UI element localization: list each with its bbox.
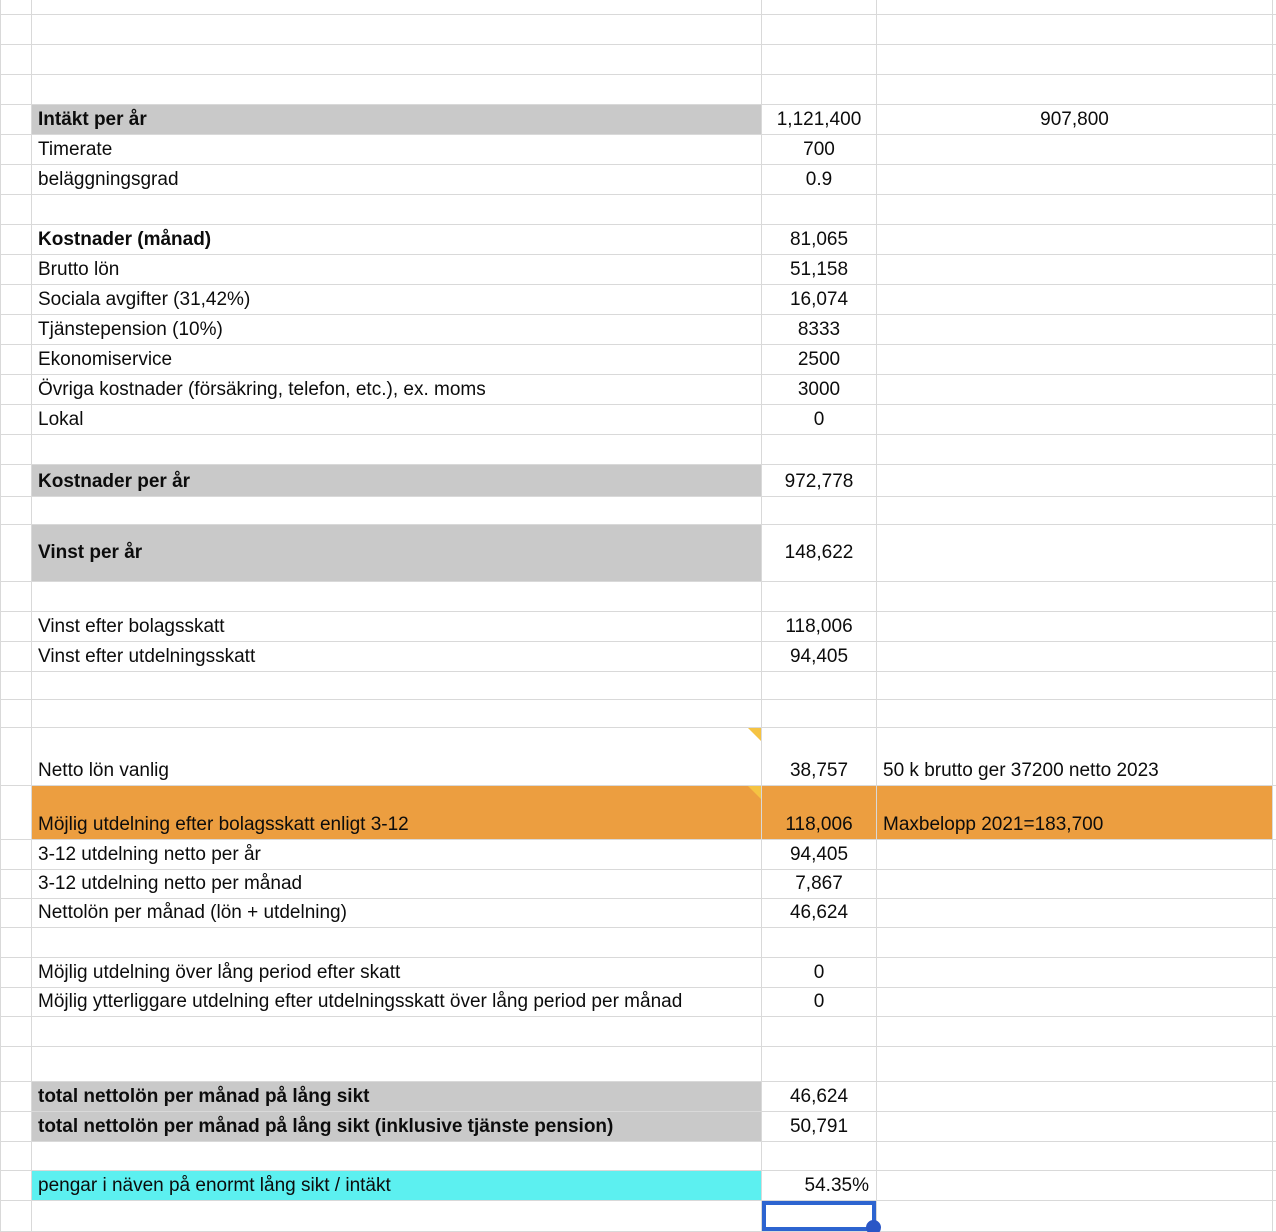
note-cell[interactable] — [877, 958, 1273, 988]
value-cell[interactable]: 94,405 — [762, 840, 877, 870]
row-head-cell[interactable] — [0, 465, 32, 497]
note-cell[interactable] — [877, 497, 1273, 525]
sheet-row — [0, 195, 1276, 225]
row-head-cell[interactable] — [0, 1047, 32, 1082]
row-head-cell[interactable] — [0, 870, 32, 899]
note-cell[interactable] — [877, 1142, 1273, 1171]
label-cell[interactable] — [32, 75, 762, 105]
label-cell[interactable]: Övriga kostnader (försäkring, telefon, etc.), ex. moms — [32, 375, 762, 405]
sheet-row — [0, 899, 1276, 928]
note-cell[interactable] — [877, 899, 1273, 928]
value-cell[interactable]: 46,624 — [762, 899, 877, 928]
label-cell[interactable] — [32, 672, 762, 700]
label-cell[interactable]: Ekonomiservice — [32, 345, 762, 375]
sheet-row — [0, 345, 1276, 375]
value-cell[interactable]: 7,867 — [762, 870, 877, 899]
row-head-cell[interactable] — [0, 435, 32, 465]
note-cell[interactable] — [877, 1017, 1273, 1047]
row-head-cell[interactable] — [0, 0, 32, 15]
value-cell[interactable]: 16,074 — [762, 285, 877, 315]
label-cell[interactable]: total nettolön per månad på lång sikt — [32, 1082, 762, 1112]
note-cell[interactable] — [877, 285, 1273, 315]
label-cell[interactable] — [32, 435, 762, 465]
label-cell[interactable] — [32, 700, 762, 728]
sheet-row — [0, 840, 1276, 870]
note-cell[interactable] — [877, 612, 1273, 642]
value-cell[interactable]: 0 — [762, 958, 877, 988]
value-cell[interactable] — [762, 195, 877, 225]
row-head-cell[interactable] — [0, 75, 32, 105]
note-cell[interactable] — [877, 642, 1273, 672]
note-cell[interactable] — [877, 700, 1273, 728]
note-cell[interactable] — [877, 225, 1273, 255]
value-cell[interactable] — [762, 497, 877, 525]
row-head-cell[interactable] — [0, 1082, 32, 1112]
row-head-cell[interactable] — [0, 15, 32, 45]
note-cell[interactable] — [877, 75, 1273, 105]
sheet-row — [0, 672, 1276, 700]
sheet-row — [0, 1112, 1276, 1142]
value-cell[interactable] — [762, 1142, 877, 1171]
label-cell[interactable] — [32, 1047, 762, 1082]
row-head-cell[interactable] — [0, 1112, 32, 1142]
sheet-row — [0, 105, 1276, 135]
sheet-row — [0, 728, 1276, 786]
value-cell[interactable] — [762, 435, 877, 465]
label-cell[interactable]: Möjlig utdelning över lång period efter skatt — [32, 958, 762, 988]
label-cell[interactable]: beläggningsgrad — [32, 165, 762, 195]
value-cell[interactable] — [762, 0, 877, 15]
note-cell[interactable] — [877, 1047, 1273, 1082]
row-head-cell[interactable] — [0, 105, 32, 135]
note-cell[interactable] — [877, 1082, 1273, 1112]
label-cell[interactable]: Kostnader per år — [32, 465, 762, 497]
label-cell[interactable] — [32, 582, 762, 612]
label-cell[interactable]: Lokal — [32, 405, 762, 435]
row-head-cell[interactable] — [0, 642, 32, 672]
sheet-row — [0, 700, 1276, 728]
note-cell[interactable] — [877, 870, 1273, 899]
note-cell[interactable] — [877, 435, 1273, 465]
value-cell[interactable]: 94,405 — [762, 642, 877, 672]
value-cell[interactable] — [762, 582, 877, 612]
note-cell[interactable] — [877, 1112, 1273, 1142]
sheet-row — [0, 1082, 1276, 1112]
value-cell[interactable]: 118,006 — [762, 786, 877, 840]
value-cell[interactable]: 54.35% — [762, 1171, 877, 1201]
sheet-row — [0, 958, 1276, 988]
label-cell[interactable] — [32, 1142, 762, 1171]
row-head-cell[interactable] — [0, 728, 32, 786]
value-cell[interactable]: 1,121,400 — [762, 105, 877, 135]
row-head-cell[interactable] — [0, 1201, 32, 1232]
row-head-cell[interactable] — [0, 928, 32, 958]
label-cell[interactable]: Tjänstepension (10%) — [32, 315, 762, 345]
label-cell[interactable]: Möjlig ytterliggare utdelning efter utdelningsskatt över lång period per månad — [32, 988, 762, 1017]
row-head-cell[interactable] — [0, 497, 32, 525]
sheet-row — [0, 582, 1276, 612]
label-cell[interactable] — [32, 1201, 762, 1232]
value-cell[interactable]: 46,624 — [762, 1082, 877, 1112]
sheet-row — [0, 870, 1276, 899]
value-cell[interactable]: 81,065 — [762, 225, 877, 255]
sheet-row — [0, 405, 1276, 435]
sheet-row — [0, 1142, 1276, 1171]
value-cell[interactable]: 8333 — [762, 315, 877, 345]
note-cell[interactable] — [877, 465, 1273, 497]
row-head-cell[interactable] — [0, 958, 32, 988]
value-cell[interactable]: 972,778 — [762, 465, 877, 497]
value-cell[interactable]: 0 — [762, 988, 877, 1017]
note-cell[interactable] — [877, 582, 1273, 612]
row-head-cell[interactable] — [0, 840, 32, 870]
sheet-row — [0, 1017, 1276, 1047]
value-cell[interactable]: 3000 — [762, 375, 877, 405]
label-cell[interactable] — [32, 497, 762, 525]
note-cell[interactable] — [877, 135, 1273, 165]
label-cell[interactable]: pengar i näven på enormt lång sikt / intäkt — [32, 1171, 762, 1201]
value-cell[interactable] — [762, 928, 877, 958]
row-head-cell[interactable] — [0, 315, 32, 345]
value-cell[interactable] — [762, 700, 877, 728]
sheet-row — [0, 315, 1276, 345]
row-head-cell[interactable] — [0, 1017, 32, 1047]
sheet-row — [0, 225, 1276, 255]
row-head-cell[interactable] — [0, 988, 32, 1017]
label-cell[interactable]: Brutto lön — [32, 255, 762, 285]
value-cell[interactable]: 0.9 — [762, 165, 877, 195]
row-head-cell[interactable] — [0, 375, 32, 405]
row-head-cell[interactable] — [0, 225, 32, 255]
value-cell[interactable] — [762, 15, 877, 45]
label-cell[interactable] — [32, 45, 762, 75]
row-head-cell[interactable] — [0, 135, 32, 165]
row-head-cell[interactable] — [0, 1171, 32, 1201]
note-cell[interactable] — [877, 195, 1273, 225]
selected-cell[interactable] — [762, 1201, 877, 1232]
note-cell[interactable] — [877, 45, 1273, 75]
row-head-cell[interactable] — [0, 45, 32, 75]
sheet-row — [0, 135, 1276, 165]
value-cell[interactable] — [762, 45, 877, 75]
row-head-cell[interactable] — [0, 672, 32, 700]
comment-marker-icon — [748, 786, 761, 799]
note-cell[interactable] — [877, 165, 1273, 195]
value-cell[interactable]: 51,158 — [762, 255, 877, 285]
label-cell[interactable] — [32, 195, 762, 225]
note-cell[interactable]: 50 k brutto ger 37200 netto 2023 — [877, 728, 1273, 786]
sheet-row — [0, 285, 1276, 315]
label-cell[interactable]: 3-12 utdelning netto per år — [32, 840, 762, 870]
row-head-cell[interactable] — [0, 612, 32, 642]
sheet-row — [0, 75, 1276, 105]
label-cell[interactable]: Sociala avgifter (31,42%) — [32, 285, 762, 315]
note-cell[interactable] — [877, 0, 1273, 15]
value-cell[interactable]: 2500 — [762, 345, 877, 375]
row-head-cell[interactable] — [0, 786, 32, 840]
note-cell[interactable] — [877, 255, 1273, 285]
sheet-row — [0, 0, 1276, 15]
sheet-row — [0, 375, 1276, 405]
label-cell[interactable] — [32, 928, 762, 958]
row-head-cell[interactable] — [0, 700, 32, 728]
note-cell[interactable] — [877, 525, 1273, 582]
sheet-row — [0, 1201, 1276, 1232]
value-cell[interactable] — [762, 1017, 877, 1047]
note-cell[interactable]: 907,800 — [877, 105, 1273, 135]
sheet-row — [0, 497, 1276, 525]
note-cell[interactable]: Maxbelopp 2021=183,700 — [877, 786, 1273, 840]
value-cell[interactable]: 118,006 — [762, 612, 877, 642]
comment-marker-icon — [748, 728, 761, 741]
label-cell[interactable]: Intäkt per år — [32, 105, 762, 135]
label-cell[interactable]: Nettolön per månad (lön + utdelning) — [32, 899, 762, 928]
row-head-cell[interactable] — [0, 255, 32, 285]
value-cell[interactable] — [762, 1047, 877, 1082]
row-head-cell[interactable] — [0, 582, 32, 612]
note-cell[interactable] — [877, 1201, 1273, 1232]
row-head-cell[interactable] — [0, 345, 32, 375]
sheet-row — [0, 1047, 1276, 1082]
sheet-row — [0, 45, 1276, 75]
row-head-cell[interactable] — [0, 1142, 32, 1171]
sheet-row — [0, 465, 1276, 497]
label-cell[interactable]: total nettolön per månad på lång sikt (inklusive tjänste pension) — [32, 1112, 762, 1142]
label-cell[interactable] — [32, 15, 762, 45]
note-cell[interactable] — [877, 988, 1273, 1017]
label-cell[interactable]: 3-12 utdelning netto per månad — [32, 870, 762, 899]
label-cell[interactable]: Netto lön vanlig — [32, 728, 762, 786]
note-cell[interactable] — [877, 315, 1273, 345]
row-head-cell[interactable] — [0, 165, 32, 195]
note-cell[interactable] — [877, 928, 1273, 958]
note-cell[interactable] — [877, 15, 1273, 45]
row-head-cell[interactable] — [0, 405, 32, 435]
value-cell[interactable]: 700 — [762, 135, 877, 165]
label-cell[interactable] — [32, 1017, 762, 1047]
label-cell[interactable]: Möjlig utdelning efter bolagsskatt enligt 3-12 — [32, 786, 762, 840]
selection-fill-handle[interactable] — [866, 1220, 881, 1232]
value-cell[interactable]: 0 — [762, 405, 877, 435]
label-cell[interactable] — [32, 0, 762, 15]
value-cell[interactable]: 38,757 — [762, 728, 877, 786]
label-cell[interactable]: Timerate — [32, 135, 762, 165]
sheet-row — [0, 525, 1276, 582]
row-head-cell[interactable] — [0, 195, 32, 225]
value-cell[interactable] — [762, 672, 877, 700]
sheet-row — [0, 15, 1276, 45]
sheet-row — [0, 165, 1276, 195]
label-cell[interactable]: Vinst efter bolagsskatt — [32, 612, 762, 642]
value-cell[interactable]: 148,622 — [762, 525, 877, 582]
note-cell[interactable] — [877, 840, 1273, 870]
row-head-cell[interactable] — [0, 285, 32, 315]
sheet-row — [0, 435, 1276, 465]
note-cell[interactable] — [877, 375, 1273, 405]
label-cell[interactable]: Vinst per år — [32, 525, 762, 582]
label-cell[interactable]: Vinst efter utdelningsskatt — [32, 642, 762, 672]
value-cell[interactable] — [762, 75, 877, 105]
note-cell[interactable] — [877, 672, 1273, 700]
sheet-row — [0, 255, 1276, 285]
sheet-row — [0, 786, 1276, 840]
sheet-row — [0, 1171, 1276, 1201]
sheet-row — [0, 928, 1276, 958]
sheet-row — [0, 988, 1276, 1017]
row-head-cell[interactable] — [0, 525, 32, 582]
note-cell[interactable] — [877, 405, 1273, 435]
note-cell[interactable] — [877, 345, 1273, 375]
sheet-row — [0, 642, 1276, 672]
row-head-cell[interactable] — [0, 899, 32, 928]
sheet-row — [0, 612, 1276, 642]
label-cell[interactable]: Kostnader (månad) — [32, 225, 762, 255]
value-cell[interactable]: 50,791 — [762, 1112, 877, 1142]
note-cell[interactable] — [877, 1171, 1273, 1201]
